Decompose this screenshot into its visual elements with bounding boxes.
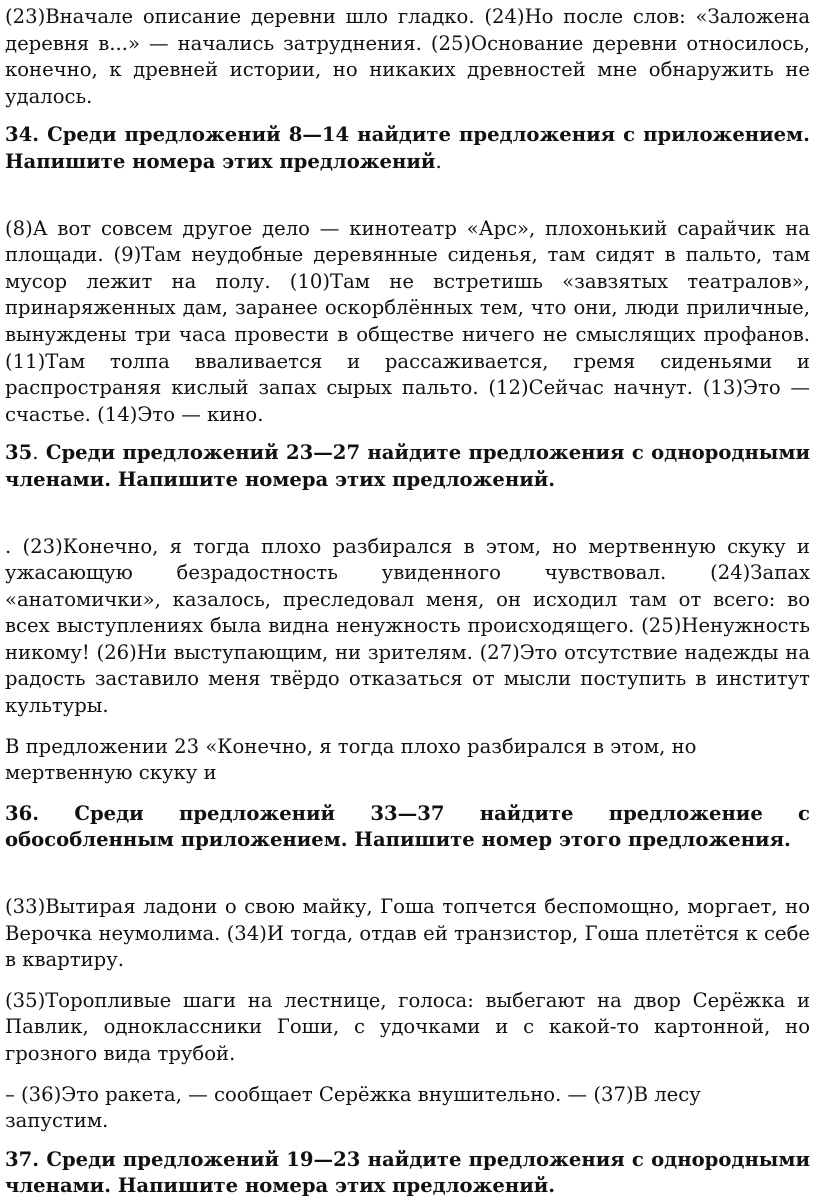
question-37-text: Среди предложений 19—23 найдите предложения с однородными членами. Напишите номера этих предложений. <box>5 1147 811 1198</box>
question-34-tail: . <box>435 149 442 173</box>
question-35-dot: . <box>32 441 39 465</box>
text-paragraph-36-37: – (36)Это ракета, — сообщает Серёжка внушительно. — (37)В лесу запустим. <box>5 1082 701 1133</box>
question-35 <box>5 440 810 493</box>
question-36 <box>5 801 810 854</box>
question-34-number: 34. <box>5 123 40 147</box>
question-35-number: 35 <box>5 441 33 465</box>
text-paragraph-23-27: . (23)Конечно, я тогда плохо разбирался в этом, но мертвенную скуку и ужасающую безрадостность увиденного чувствовал. (24)Запах «анатомички», казалось, преследовал меня, он исходил там от всего: во всех выступлениях была видна ненужность происходящего. (25)Ненужность никому! (26)Ни выступающим, ни зрителям. (27)Это отсутствие надежды на радость заставило меня твёрдо отказаться от мысли поступить в институт культуры. <box>5 534 810 718</box>
text-paragraph-33-34: (33)Вытирая ладони о свою майку, Гоша топчется беспомощно, моргает, но Верочка неумолима. (34)И тогда, отдав ей транзистор, Гоша плетётся к себе в квартиру. <box>5 895 810 972</box>
question-34 <box>5 122 810 175</box>
text-paragraph-8-14: (8)А вот совсем другое дело — кинотеатр «Арс», плохонький сарайчик на площади. (9)Там неудобные деревянные сиденья, там сидят в пальто, там мусор лежит на полу. (10)Там не встретишь «завзятых театралов», принаряженных дам, заранее оскорблённых тем, что они, люди приличные, вынуждены три часа провести в обществе ничего не смыслящих профанов. (11)Там толпа вваливается и рассаживается, гремя сиденьями и распространяя кислый запах сырых пальто. (12)Сейчас начнут. (13)Это — счастье. (14)Это — кино. <box>5 216 810 426</box>
text-paragraph-35: (35)Торопливые шаги на лестнице, голоса: выбегают на двор Серёжка и Павлик, одноклассники Гоши, с удочками и с какой-то картонной, но грозного вида трубой. <box>5 988 810 1065</box>
question-37 <box>5 1147 810 1200</box>
question-35-text: Среди предложений 23—27 найдите предложения с однородными членами. Напишите номера этих предложений. <box>5 441 811 491</box>
question-37-number: 37. <box>5 1147 40 1171</box>
question-36-text: Среди предложений 33—37 найдите предложение с обособленным приложением. Напишите номер этого предложения. <box>5 801 810 852</box>
question-36-number: 36. <box>5 801 40 825</box>
question-34-text: Среди предложений 8—14 найдите предложения с приложением. Напишите номера этих предложений <box>5 123 810 173</box>
note-sentence-23: В предложении 23 «Конечно, я тогда плохо разбирался в этом, но мертвенную скуку и <box>5 734 697 785</box>
intro-paragraph: (23)Вначале описание деревни шло гладко. (24)Но после слов: «Заложена деревня в...» — начались затруднения. (25)Основание деревни относилось, конечно, к древней истории, но никаких древностей мне обнаружить не удалось. <box>5 5 810 108</box>
